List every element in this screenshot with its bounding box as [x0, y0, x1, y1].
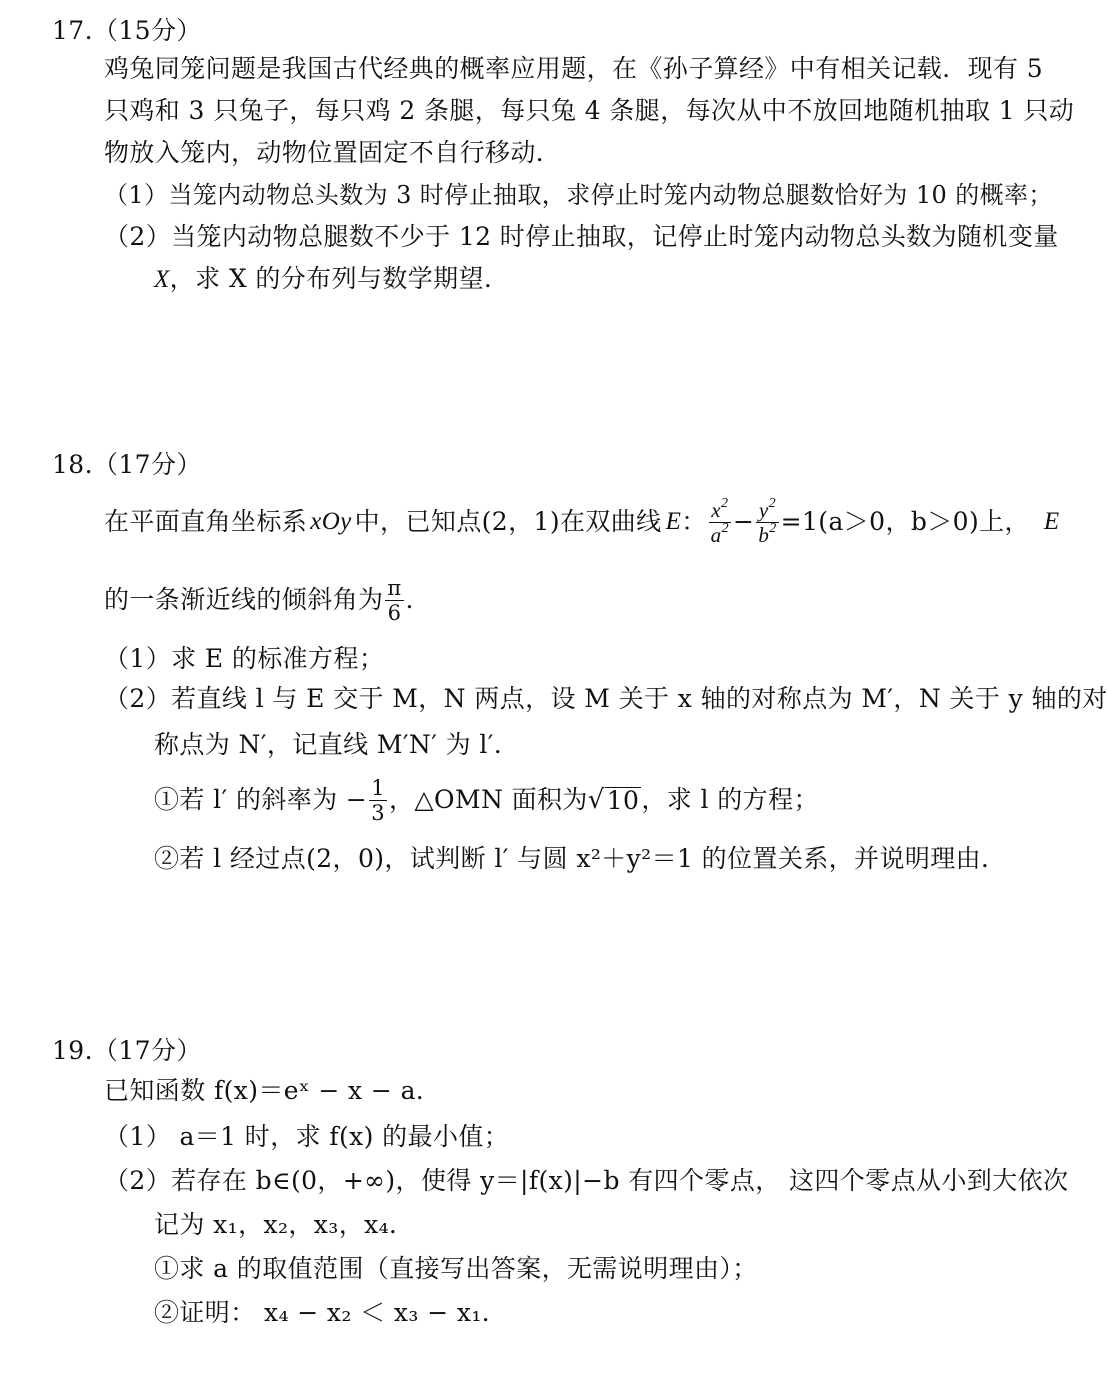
q17-line2: 只鸡和 3 只兔子，每只鸡 2 条腿，每只兔 4 条腿，每次从中不放回地随机抽取 1 只动	[104, 96, 1075, 125]
q19-part2-b: 这四个零点从小到大依次	[788, 1166, 1069, 1195]
q18-header: 18.（17分）	[52, 450, 202, 479]
q18-sub1-a: ①若 l′ 的斜率为 −	[154, 785, 368, 814]
q18-coord-system: xOy	[310, 508, 352, 535]
q18-intro: 在平面直角坐标系 xOy 中，已知点(2，1)在双曲线 E ： $\frac{x^2}{a^2}$ − $\frac{y^2}{b^2}$ =1(a＞0，b＞0)上， E	[104, 495, 1060, 547]
q18-part2-a: （2）若直线 l 与 E 交于 M，N 两点，设 M 关于 x 轴的对称点为 M′，	[104, 684, 919, 713]
q19-sub2: ②证明： x₄ − x₂ ＜ x₃ − x₁．	[154, 1298, 508, 1327]
q19-sub1: ①求 a 的取值范围（直接写出答案，无需说明理由）；	[154, 1254, 758, 1283]
q18-frac-y: $\frac{y^2}{b^2}$	[758, 495, 777, 547]
q19-line1: 已知函数 f(x)＝eˣ − x − a．	[104, 1076, 442, 1105]
q18-intro-b: 中，已知点(2，1)在双曲线	[354, 507, 662, 536]
q17-header: 17.（15分）	[52, 16, 202, 45]
q17-part1: （1）当笼内动物总头数为 3 时停止抽取，求停止时笼内动物总腿数恰好为 10 的概率；	[104, 181, 1053, 209]
q19-part1: （1） a＝1 时，求 f(x) 的最小值；	[104, 1122, 510, 1151]
q19-header: 19.（17分）	[52, 1036, 202, 1065]
q17-line3: 物放入笼内，动物位置固定不自行移动．	[104, 138, 562, 167]
q17-line1: 鸡兔同笼问题是我国古代经典的概率应用题，在《孙子算经》中有相关记载．现有 5	[104, 54, 1044, 83]
q19-part2-cont: 记为 x₁，x₂，x₃，x₄．	[154, 1210, 415, 1239]
q18-sub1-c: ，求 l 的方程；	[641, 785, 819, 814]
q17-part2: （2）当笼内动物总腿数不少于 12 时停止抽取，记停止时笼内动物总头数为随机变量	[104, 222, 1059, 251]
q18-part1: （1）求 E 的标准方程；	[104, 644, 385, 673]
q18-frac-x: $\frac{x^2}{a^2}$	[710, 495, 729, 547]
q18-intro-a: 在平面直角坐标系	[104, 507, 308, 536]
q18-part2	[104, 682, 1108, 716]
q18-angle-frac: $\frac{\pi}{6}$	[387, 575, 402, 625]
q18-curve-name: E	[665, 508, 682, 535]
q18-intro-line2: 的一条渐近线的倾斜角为 $\frac{\pi}{6}$ ．	[104, 575, 432, 625]
q17-part2-cont: X，求 X 的分布列与数学期望．	[154, 264, 510, 293]
q18-sqrt-10: 10	[606, 785, 640, 815]
radical-sign: √	[587, 785, 605, 815]
q17-part2-tail: ，求 X 的分布列与数学期望．	[169, 264, 510, 293]
q18-sub2: ②若 l 经过点(2，0)，试判断 l′ 与圆 x²＋y²＝1 的位置关系，并说明理由．	[154, 844, 1007, 873]
q18-part2-b: N 关于 y 轴的对	[918, 684, 1108, 713]
q19-part2-a: （2）若存在 b∈(0，+∞)，使得 y＝|f(x)|−b 有四个零点，	[104, 1166, 781, 1195]
q18-sub1-b: ，△OMN 面积为	[389, 785, 588, 814]
q19-part2	[104, 1164, 1068, 1198]
q18-part2-cont: 称点为 N′，记直线 M′N′ 为 l′．	[154, 730, 520, 759]
q18-sub1	[154, 770, 819, 830]
q18-intro-d: 的一条渐近线的倾斜角为	[104, 585, 384, 614]
q18-intro-c: =1(a＞0，b＞0)上，	[780, 507, 1030, 536]
q18-slope-frac: $\frac{1}{3}$	[371, 775, 386, 825]
